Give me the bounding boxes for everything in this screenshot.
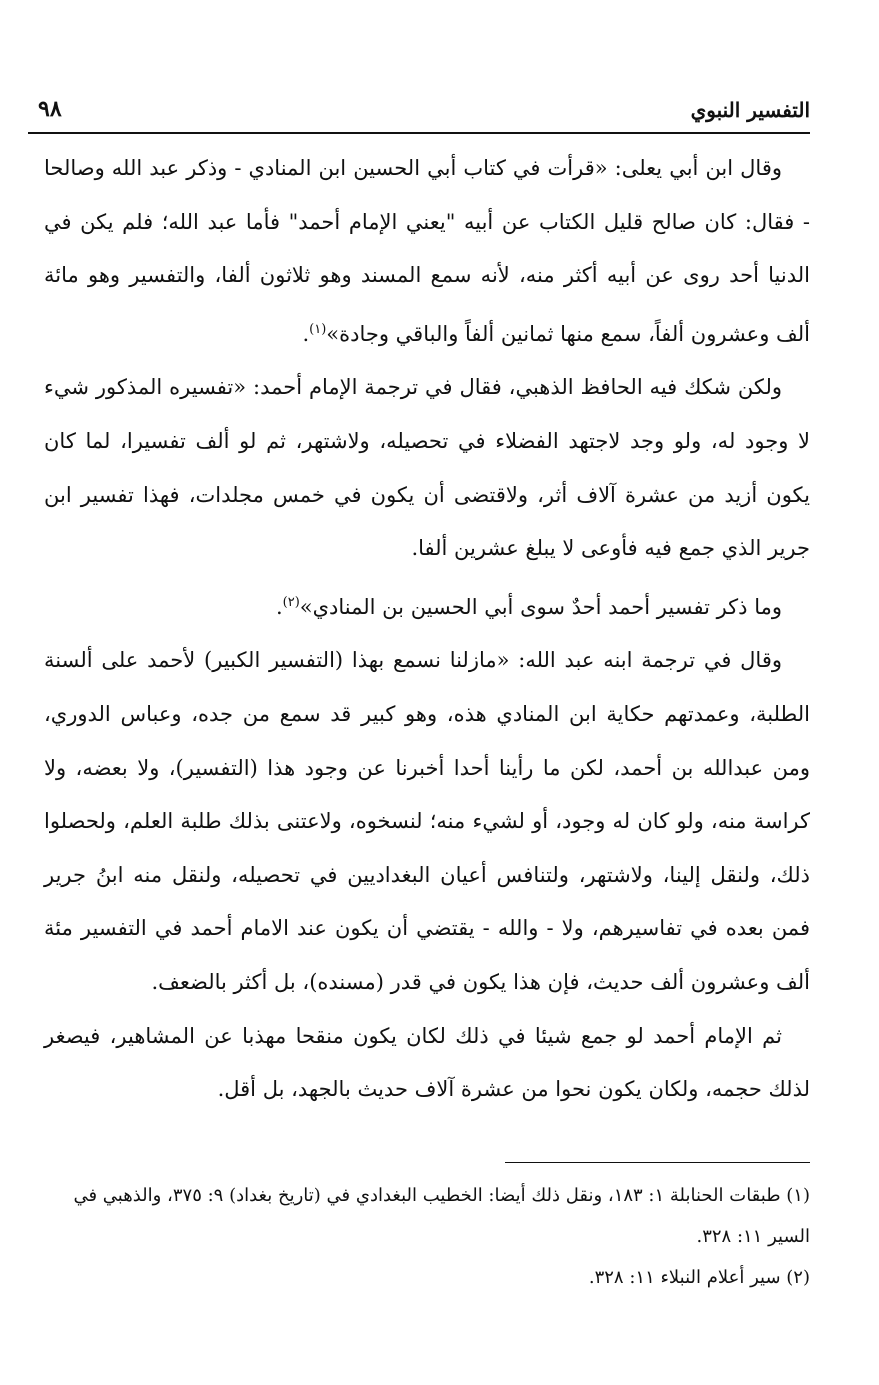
page-number: ٩٨: [38, 96, 62, 122]
footnote-1: (١) طبقات الحنابلة ١: ١٨٣، ونقل ذلك أيضا: الخطيب البغدادي في (تاريخ بغداد) ٩: ٣٧٥، والذهبي في السير ١١: ٣٢٨.: [73, 1185, 810, 1247]
paragraph-tail: .: [302, 321, 310, 346]
paragraph-text: وقال ابن أبي يعلى: «قرأت في كتاب أبي الحسين ابن المنادي - وذكر عبد الله وصالحا - فقال: كان صالح قليل الكتاب عن أبيه "يعني الإمام أحمد" فأما عبد الله؛ فلم يكن في الدنيا أحد روى عن أبيه أكثر منه، لأنه سمع المسند وهو ثلاثون ألفا، والتفسير وهو مائة ألف وعشرون ألفاً، سمع منها ثمانين ألفاً والباقي وجادة»: [44, 156, 810, 346]
paragraph-text: ولكن شكك فيه الحافظ الذهبي، فقال في ترجمة الإمام أحمد: «تفسيره المذكور شيء لا وجود له، ولو وجد لاجتهد الفضلاء في تحصيله، ولاشتهر، ثم لو ألف تفسيرا، لما كان يكون أزيد من عشرة آلاف أثر، ولاقتضى أن يكون في خمس مجلدات، فهذا تفسير ابن جرير الذي جمع فيه فأوعى لا يبلغ عشرين ألفا.: [44, 375, 810, 561]
running-header: [28, 92, 810, 134]
footnote-reference-2: (٢): [282, 594, 300, 610]
footnote-reference-1: (١): [309, 321, 327, 337]
paragraph: [44, 1010, 810, 1117]
paragraph: [44, 142, 810, 361]
paragraph-text: ثم الإمام أحمد لو جمع شيئا في ذلك لكان يكون منقحا مهذبا عن المشاهير، فيصغر لذلك حجمه، ولكان يكون نحوا من عشرة آلاف حديث بالجهد، بل أقل.: [44, 1023, 810, 1102]
footnote-2: (٢) سير أعلام النبلاء ١١: ٣٢٨.: [588, 1267, 810, 1288]
paragraph: [44, 361, 810, 575]
footnote-divider: [505, 1162, 810, 1163]
running-title: التفسير النبوي: [690, 98, 810, 122]
paragraph-text: وما ذكر تفسير أحمد أحدٌ سوى أبي الحسين بن المنادي»: [299, 594, 782, 619]
paragraph-text: وقال في ترجمة ابنه عبد الله: «مازلنا نسمع بهذا (التفسير الكبير) لأحمد على ألسنة الطلبة، وعمدتهم حكاية ابن المنادي هذه، وهو كبير قد سمع من جده، وعباس الدوري، ومن عبدالله بن أحمد، لكن ما رأينا أحدا أخبرنا عن وجود هذا (التفسير)، ولا بعضه، ولا كراسة منه، ولو كان له وجود، أو لشيء منه؛ لنسخوه، ولاعتنى بذلك طلبة العلم، ولحصلوا ذلك، ولنقل إلينا، ولاشتهر، ولتنافس أعيان البغداديين في تحصيله، ولنقل منه ابنُ جرير فمن بعده في تفاسيرهم، ولا - والله - يقتضي أن يكون عند الامام أحمد في التفسير مئة ألف وعشرون ألف حديث، فإن هذا يكون في قدر (مسنده)، بل أكثر بالضعف.: [44, 648, 810, 994]
paragraph: [44, 634, 810, 1009]
paragraph: [44, 576, 810, 635]
footnotes: [44, 1175, 810, 1298]
main-text: [44, 142, 810, 1117]
paragraph-tail: .: [275, 594, 283, 619]
